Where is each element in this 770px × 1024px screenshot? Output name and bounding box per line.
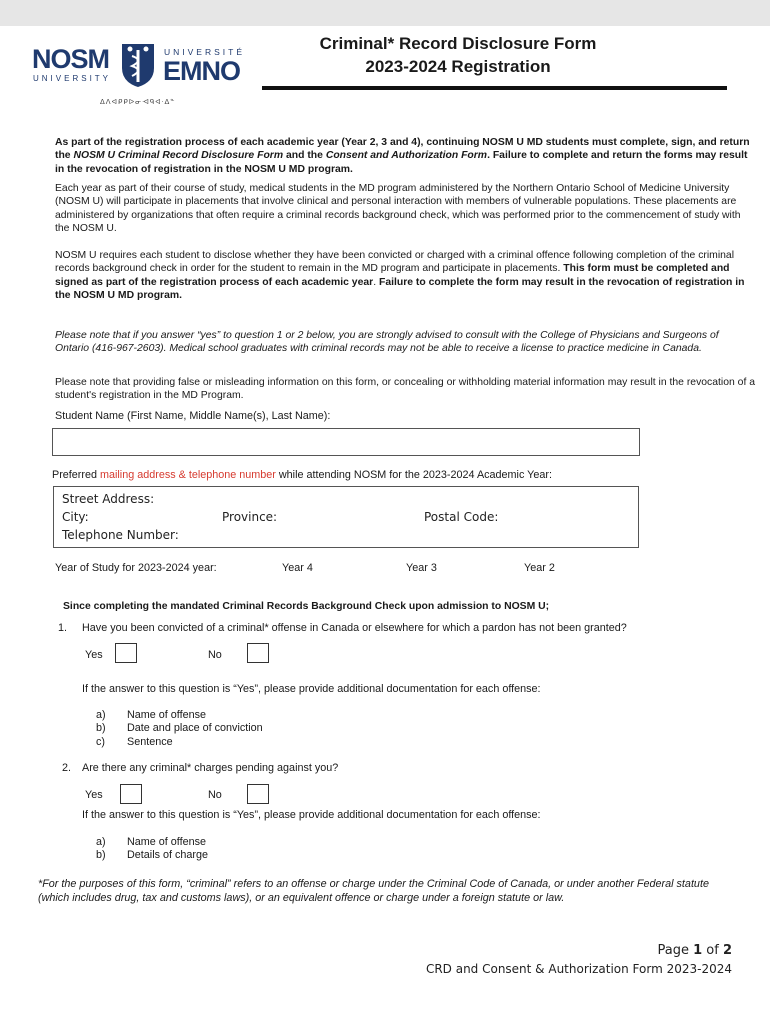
intro-p1-text-c: and the bbox=[283, 150, 326, 162]
preferred-address-label bbox=[52, 469, 552, 481]
q1-yes-checkbox[interactable] bbox=[115, 643, 137, 663]
province-label: Province: bbox=[222, 510, 278, 524]
footer-document-name: CRD and Consent & Authorization Form 2023-2024 bbox=[425, 962, 732, 976]
q1-no-checkbox[interactable] bbox=[247, 643, 269, 663]
intro-p1-text-e: . Failure to complete and return the forms may result in the revocation of registration in the NOSM U MD program. bbox=[55, 150, 748, 175]
title-line-2: 2023-2024 Registration bbox=[365, 57, 551, 76]
q2-item-a-letter: a) bbox=[96, 836, 106, 848]
title-divider bbox=[262, 86, 727, 90]
intro-paragraph-1 bbox=[55, 136, 755, 176]
year-of-study-label: Year of Study for 2023-2024 year: bbox=[55, 562, 217, 574]
q1-item-b-letter: b) bbox=[96, 722, 106, 734]
logo-nosm-text: NOSM bbox=[32, 44, 109, 74]
intro-p1-consent-name: Consent and Authorization Form bbox=[325, 150, 488, 162]
q1-item-a-letter: a) bbox=[96, 709, 106, 721]
street-address-label: Street Address: bbox=[62, 492, 155, 506]
q1-item-a-text: Name of offense bbox=[127, 709, 207, 721]
questions-heading: Since completing the mandated Criminal Records Background Check upon admission to NOSM U; bbox=[63, 601, 550, 612]
student-name-field[interactable] bbox=[52, 428, 640, 456]
intro-paragraph-2: Each year as part of their course of study, medical students in the MD program administered by the Northern Ontario School of Medicine University (NOSM U) will participate in placements that involve clinical and personal interaction with members of vulnerable populations. These placements are administered by organizations that often require a criminal records background check, which was performed prior to the commencement of study with the NOSM U. bbox=[55, 183, 741, 234]
q2-no-checkbox[interactable] bbox=[247, 784, 269, 804]
postal-code-label: Postal Code: bbox=[424, 510, 499, 524]
intro-paragraph-3 bbox=[55, 249, 755, 302]
q1-number: 1. bbox=[58, 622, 68, 634]
page-total: 2 bbox=[722, 943, 732, 958]
year-option-2[interactable]: Year 2 bbox=[524, 562, 555, 574]
q2-followup: If the answer to this question is “Yes”, please provide additional documentation for each offense: bbox=[82, 809, 541, 821]
q2-item-a-text: Name of offense bbox=[127, 836, 207, 848]
of-word: of bbox=[706, 943, 719, 958]
q2-text: Are there any criminal* charges pending against you? bbox=[82, 762, 339, 774]
q1-item-c-letter: c) bbox=[96, 736, 105, 748]
page-number bbox=[657, 943, 732, 958]
top-toolbar-strip bbox=[0, 0, 770, 26]
q1-no-label: No bbox=[208, 649, 222, 661]
year-option-4[interactable]: Year 4 bbox=[282, 562, 313, 574]
intro-p3-text-a: NOSM U requires each student to disclose whether they have been convicted or charged with a criminal offence following completion of the criminal records background check in order for the student to remain in the MD program and participate in placements. bbox=[55, 250, 735, 275]
crest-icon bbox=[120, 40, 156, 88]
title-line-1: Criminal* Record Disclosure Form bbox=[319, 34, 597, 53]
false-info-note: Please note that providing false or misleading information on this form, or concealing or withholding material information may result in the revocation of a student's registration in the MD Program. bbox=[55, 377, 755, 402]
cpso-note: Please note that if you answer “yes” to question 1 or 2 below, you are strongly advised to consult with the College of Physicians and Surgeons of Ontario (416-967-2603). Medical school graduates with criminal records may not be able to receive a license to practice medicine in Canada. bbox=[55, 330, 719, 355]
intro-p1-form-name: NOSM U Criminal Record Disclosure Form bbox=[73, 150, 284, 162]
nosm-logo bbox=[32, 38, 252, 110]
preferred-mailing-highlight: mailing address & telephone number bbox=[100, 469, 276, 481]
preferred-text-c: while attending NOSM for the 2023-2024 Academic Year: bbox=[275, 469, 552, 481]
q2-item-b-text: Details of charge bbox=[127, 849, 209, 861]
q2-yes-label: Yes bbox=[85, 789, 103, 801]
intro-p3-bold-b: This form must be completed and signed as part of the registration process of each academic year bbox=[55, 263, 730, 288]
q1-text: Have you been convicted of a criminal* offense in Canada or elsewhere for which a pardon has not been granted? bbox=[82, 622, 627, 634]
q2-number: 2. bbox=[62, 762, 72, 774]
q1-yes-label: Yes bbox=[85, 649, 103, 661]
q1-item-b-text: Date and place of conviction bbox=[127, 722, 263, 734]
form-title bbox=[268, 32, 648, 78]
intro-p1-text-a: As part of the registration process of each academic year (Year 2, 3 and 4), continuing NOSM U MD students must complete, sign, and return the bbox=[55, 137, 750, 162]
q1-item-c-text: Sentence bbox=[127, 736, 173, 748]
logo-universite-text: UNIVERSITÉ bbox=[164, 47, 246, 57]
city-label: City: bbox=[62, 510, 89, 524]
q2-yes-checkbox[interactable] bbox=[120, 784, 142, 804]
logo-emno-text: EMNO bbox=[163, 56, 240, 86]
logo-syllabics-text: ᐃᐱᐊᑭᑭᐅᓂᐗᑫᐊᐧᐃᓐ bbox=[100, 99, 176, 106]
address-field-box[interactable] bbox=[53, 486, 639, 548]
logo-university-text: UNIVERSITY bbox=[33, 74, 112, 83]
intro-p3-bold-d: Failure to complete the form may result in the revocation of registration in the NOSM U MD program. bbox=[55, 276, 745, 301]
criminal-definition-footnote: *For the purposes of this form, “criminal” refers to an offense or charge under the Criminal Code of Canada, or under another Federal statute (which includes drug, tax and customs laws), or an equivalent offence or charge under a foreign statute or law. bbox=[38, 878, 709, 904]
preferred-text-a: Preferred bbox=[52, 469, 101, 481]
student-name-label: Student Name (First Name, Middle Name(s), Last Name): bbox=[55, 410, 331, 422]
page-current: 1 bbox=[693, 943, 703, 958]
q2-no-label: No bbox=[208, 789, 222, 801]
year-option-3[interactable]: Year 3 bbox=[406, 562, 437, 574]
q1-followup: If the answer to this question is “Yes”, please provide additional documentation for each offense: bbox=[82, 683, 541, 695]
q2-item-b-letter: b) bbox=[96, 849, 106, 861]
intro-p3-text-c: . bbox=[373, 276, 379, 288]
page-word: Page bbox=[657, 943, 689, 958]
telephone-label: Telephone Number: bbox=[62, 528, 179, 542]
